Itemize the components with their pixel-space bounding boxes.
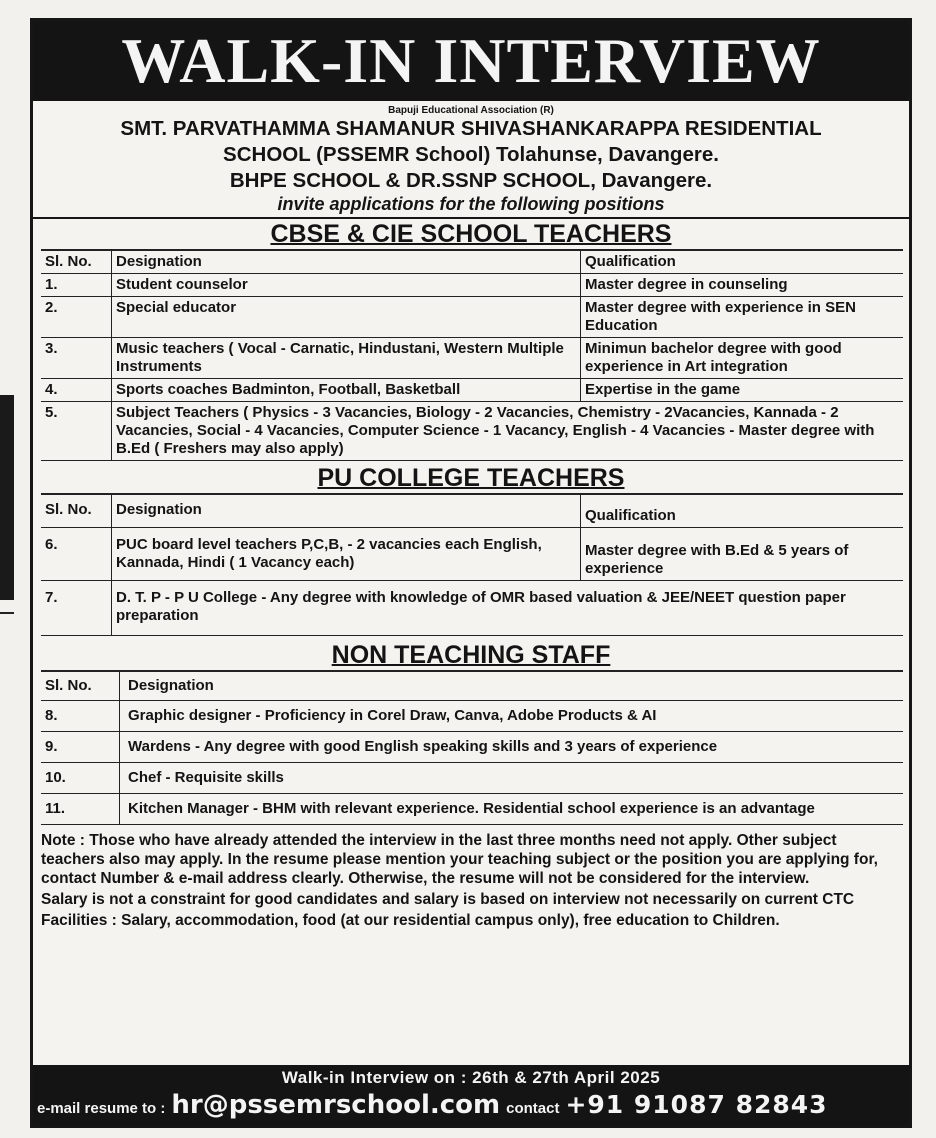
contact-line: [33, 1090, 909, 1120]
row-designation: Kitchen Manager - BHM with relevant experience. Residential school experience is an advantage: [120, 794, 904, 825]
table-row: [41, 379, 903, 402]
row-qualification: Master degree with experience in SEN Education: [581, 297, 904, 338]
non-teaching-heading-text: NON TEACHING STAFF: [331, 641, 611, 669]
pu-heading: [33, 463, 909, 493]
table-row: [41, 701, 903, 732]
table-row: [41, 732, 903, 763]
table-row: [41, 528, 903, 581]
table-row: [41, 274, 903, 297]
table-row: [41, 763, 903, 794]
table-row: [41, 794, 903, 825]
row-designation: PUC board level teachers P,C,B, - 2 vacancies each English, Kannada, Hindi ( 1 Vacancy each): [112, 528, 581, 581]
header-designation: Designation: [112, 250, 581, 274]
row-qualification: Master degree with B.Ed & 5 years of experience: [581, 528, 904, 581]
row-sl: 1.: [41, 274, 112, 297]
cbse-heading-text: CBSE & CIE SCHOOL TEACHERS: [270, 220, 672, 248]
table-row: [41, 338, 903, 379]
cbse-table: [41, 249, 903, 461]
footer-bar: [33, 1065, 909, 1125]
association-name: Bapuji Educational Association (R): [388, 105, 554, 116]
row-sl: 5.: [41, 402, 112, 461]
row-designation: Music teachers ( Vocal - Carnatic, Hindustani, Western Multiple Instruments: [112, 338, 581, 379]
header-sl: Sl. No.: [41, 494, 112, 528]
adjacent-ad-rule: [0, 612, 14, 614]
ad-title: WALK-IN INTERVIEW: [33, 21, 909, 101]
row-sl: 2.: [41, 297, 112, 338]
row-sl: 3.: [41, 338, 112, 379]
adjacent-ad-edge: [0, 395, 14, 600]
invite-text: invite applications for the following positions: [277, 194, 665, 214]
facilities-text: Facilities : Salary, accommodation, food (at our residential campus only), free education to Children.: [41, 912, 780, 929]
row-designation: Subject Teachers ( Physics - 3 Vacancies, Biology - 2 Vacancies, Chemistry - 2Vacancies, Kannada - 2 Vacancies, Social - 4 Vacancies, Computer Science - 1 Vacancy, English - 4 Vacancies - Master degree with B.Ed ( Freshers may also apply): [112, 402, 904, 461]
header-designation: Designation: [120, 671, 904, 701]
header-sl: Sl. No.: [41, 250, 112, 274]
table-row: [41, 297, 903, 338]
row-designation: Graphic designer - Proficiency in Corel Draw, Canva, Adobe Products & AI: [120, 701, 904, 732]
notes-section: [33, 831, 909, 930]
table-header-row: [41, 671, 903, 701]
non-teaching-heading: [33, 640, 909, 670]
header-sl: Sl. No.: [41, 671, 120, 701]
row-sl: 4.: [41, 379, 112, 402]
email-label: e-mail resume to :: [37, 1100, 166, 1117]
row-sl: 11.: [41, 794, 120, 825]
phone-number[interactable]: +91 91087 82843: [565, 1090, 828, 1119]
school-name-line-3: BHPE SCHOOL & DR.SSNP SCHOOL, Davangere.: [229, 169, 713, 192]
cbse-heading: [33, 219, 909, 249]
row-sl: 8.: [41, 701, 120, 732]
school-name-line-1: SMT. PARVATHAMMA SHAMANUR SHIVASHANKARAPPA RESIDENTIAL: [120, 117, 822, 140]
pu-heading-text: PU COLLEGE TEACHERS: [317, 464, 625, 492]
row-designation: D. T. P - P U College - Any degree with knowledge of OMR based valuation & JEE/NEET question paper preparation: [112, 581, 904, 636]
header-designation: Designation: [112, 494, 581, 528]
school-name-line-2: SCHOOL (PSSEMR School) Tolahunse, Davangere.: [223, 143, 719, 166]
header-qualification: Qualification: [581, 494, 904, 528]
row-designation: Chef - Requisite skills: [120, 763, 904, 794]
row-designation: Special educator: [112, 297, 581, 338]
walk-in-interview-ad: [30, 18, 912, 1128]
pu-table: [41, 493, 903, 636]
note-text: Note : Those who have already attended the interview in the last three months need not apply. Other subject teachers also may apply. In the resume please mention your teaching subject or the position you are applying for, contact Number & e-mail address clearly. Otherwise, the resume will not be considered for the interview.: [41, 832, 878, 887]
email-address[interactable]: hr@pssemrschool.com: [171, 1090, 501, 1120]
row-qualification: Master degree in counseling: [581, 274, 904, 297]
row-sl: 6.: [41, 528, 112, 581]
row-designation: Student counselor: [112, 274, 581, 297]
walk-in-date: Walk-in Interview on : 26th & 27th April 2025: [281, 1068, 661, 1087]
row-sl: 9.: [41, 732, 120, 763]
row-sl: 7.: [41, 581, 112, 636]
header-qualification: Qualification: [581, 250, 904, 274]
row-designation: Wardens - Any degree with good English speaking skills and 3 years of experience: [120, 732, 904, 763]
table-row: [41, 581, 903, 636]
row-designation: Sports coaches Badminton, Football, Basketball: [112, 379, 581, 402]
non-teaching-table: [41, 670, 903, 825]
table-header-row: [41, 250, 903, 274]
row-sl: 10.: [41, 763, 120, 794]
row-qualification: Expertise in the game: [581, 379, 904, 402]
row-qualification: Minimun bachelor degree with good experience in Art integration: [581, 338, 904, 379]
contact-label: contact: [506, 1100, 560, 1117]
table-header-row: [41, 494, 903, 528]
salary-text: Salary is not a constraint for good candidates and salary is based on interview not necessarily on current CTC: [41, 891, 855, 908]
table-row: [41, 402, 903, 461]
